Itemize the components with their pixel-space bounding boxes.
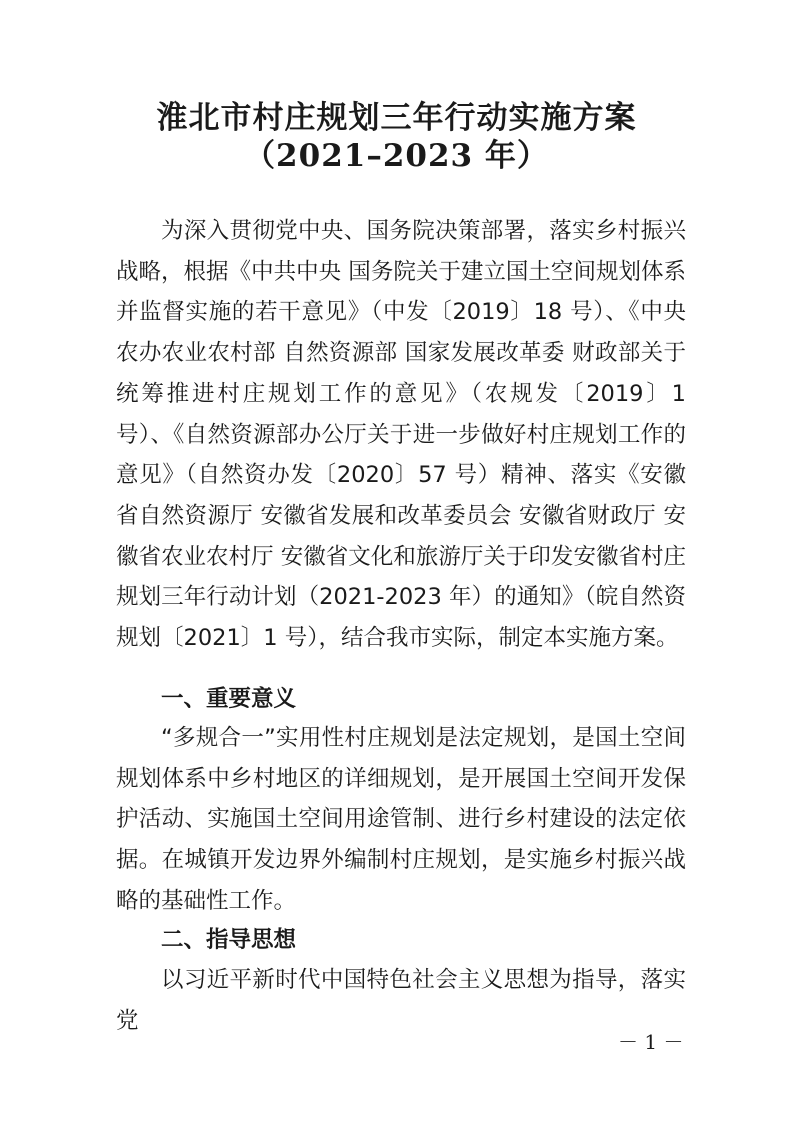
- document-title: 淮北市村庄规划三年行动实施方案: [156, 100, 637, 136]
- section-guiding-ideology-paragraph: 以习近平新时代中国特色社会主义思想为指导，落实党: [116, 967, 686, 1034]
- page-number: － 1 －: [618, 1030, 684, 1054]
- section-importance-paragraph: “多规合一”实用性村庄规划是法定规划，是国土空间规划体系中乡村地区的详细规划，是开展国土空间开发保护活动、实施国土空间用途管制、进行乡村建设的法定依据。在城镇开发边界外编制村庄规划，是实施乡村振兴战略的基础性工作。: [116, 725, 686, 914]
- section-heading-importance: 一、重要意义: [161, 686, 297, 712]
- intro-paragraph: 为深入贯彻党中央、国务院决策部署，落实乡村振兴战略，根据《中共中央 国务院关于建立国土空间规划体系并监督实施的若干意见》（中发〔2019〕18 号）、《中央农办农业农村部 自然资源部 国家发展改革委 财政部关于统筹推进村庄规划工作的意见》（农规发〔2019〕1 号）、《自然资源部办公厅关于进一步做好村庄规划工作的意见》（自然资办发〔2020〕57 号）精神、落实《安徽省自然资源厅 安徽省发展和改革委员会 安徽省财政厅 安徽省农业农村厅 安徽省文化和旅游厅关于印发安徽省村庄规划三年行动计划（2021-2023 年）的通知》（皖自然资规划〔2021〕1 号），结合我市实际，制定本实施方案。: [116, 218, 686, 652]
- document-subtitle-years: （2021–2023 年）: [244, 138, 549, 174]
- section-heading-guiding-ideology: 二、指导思想: [161, 927, 297, 953]
